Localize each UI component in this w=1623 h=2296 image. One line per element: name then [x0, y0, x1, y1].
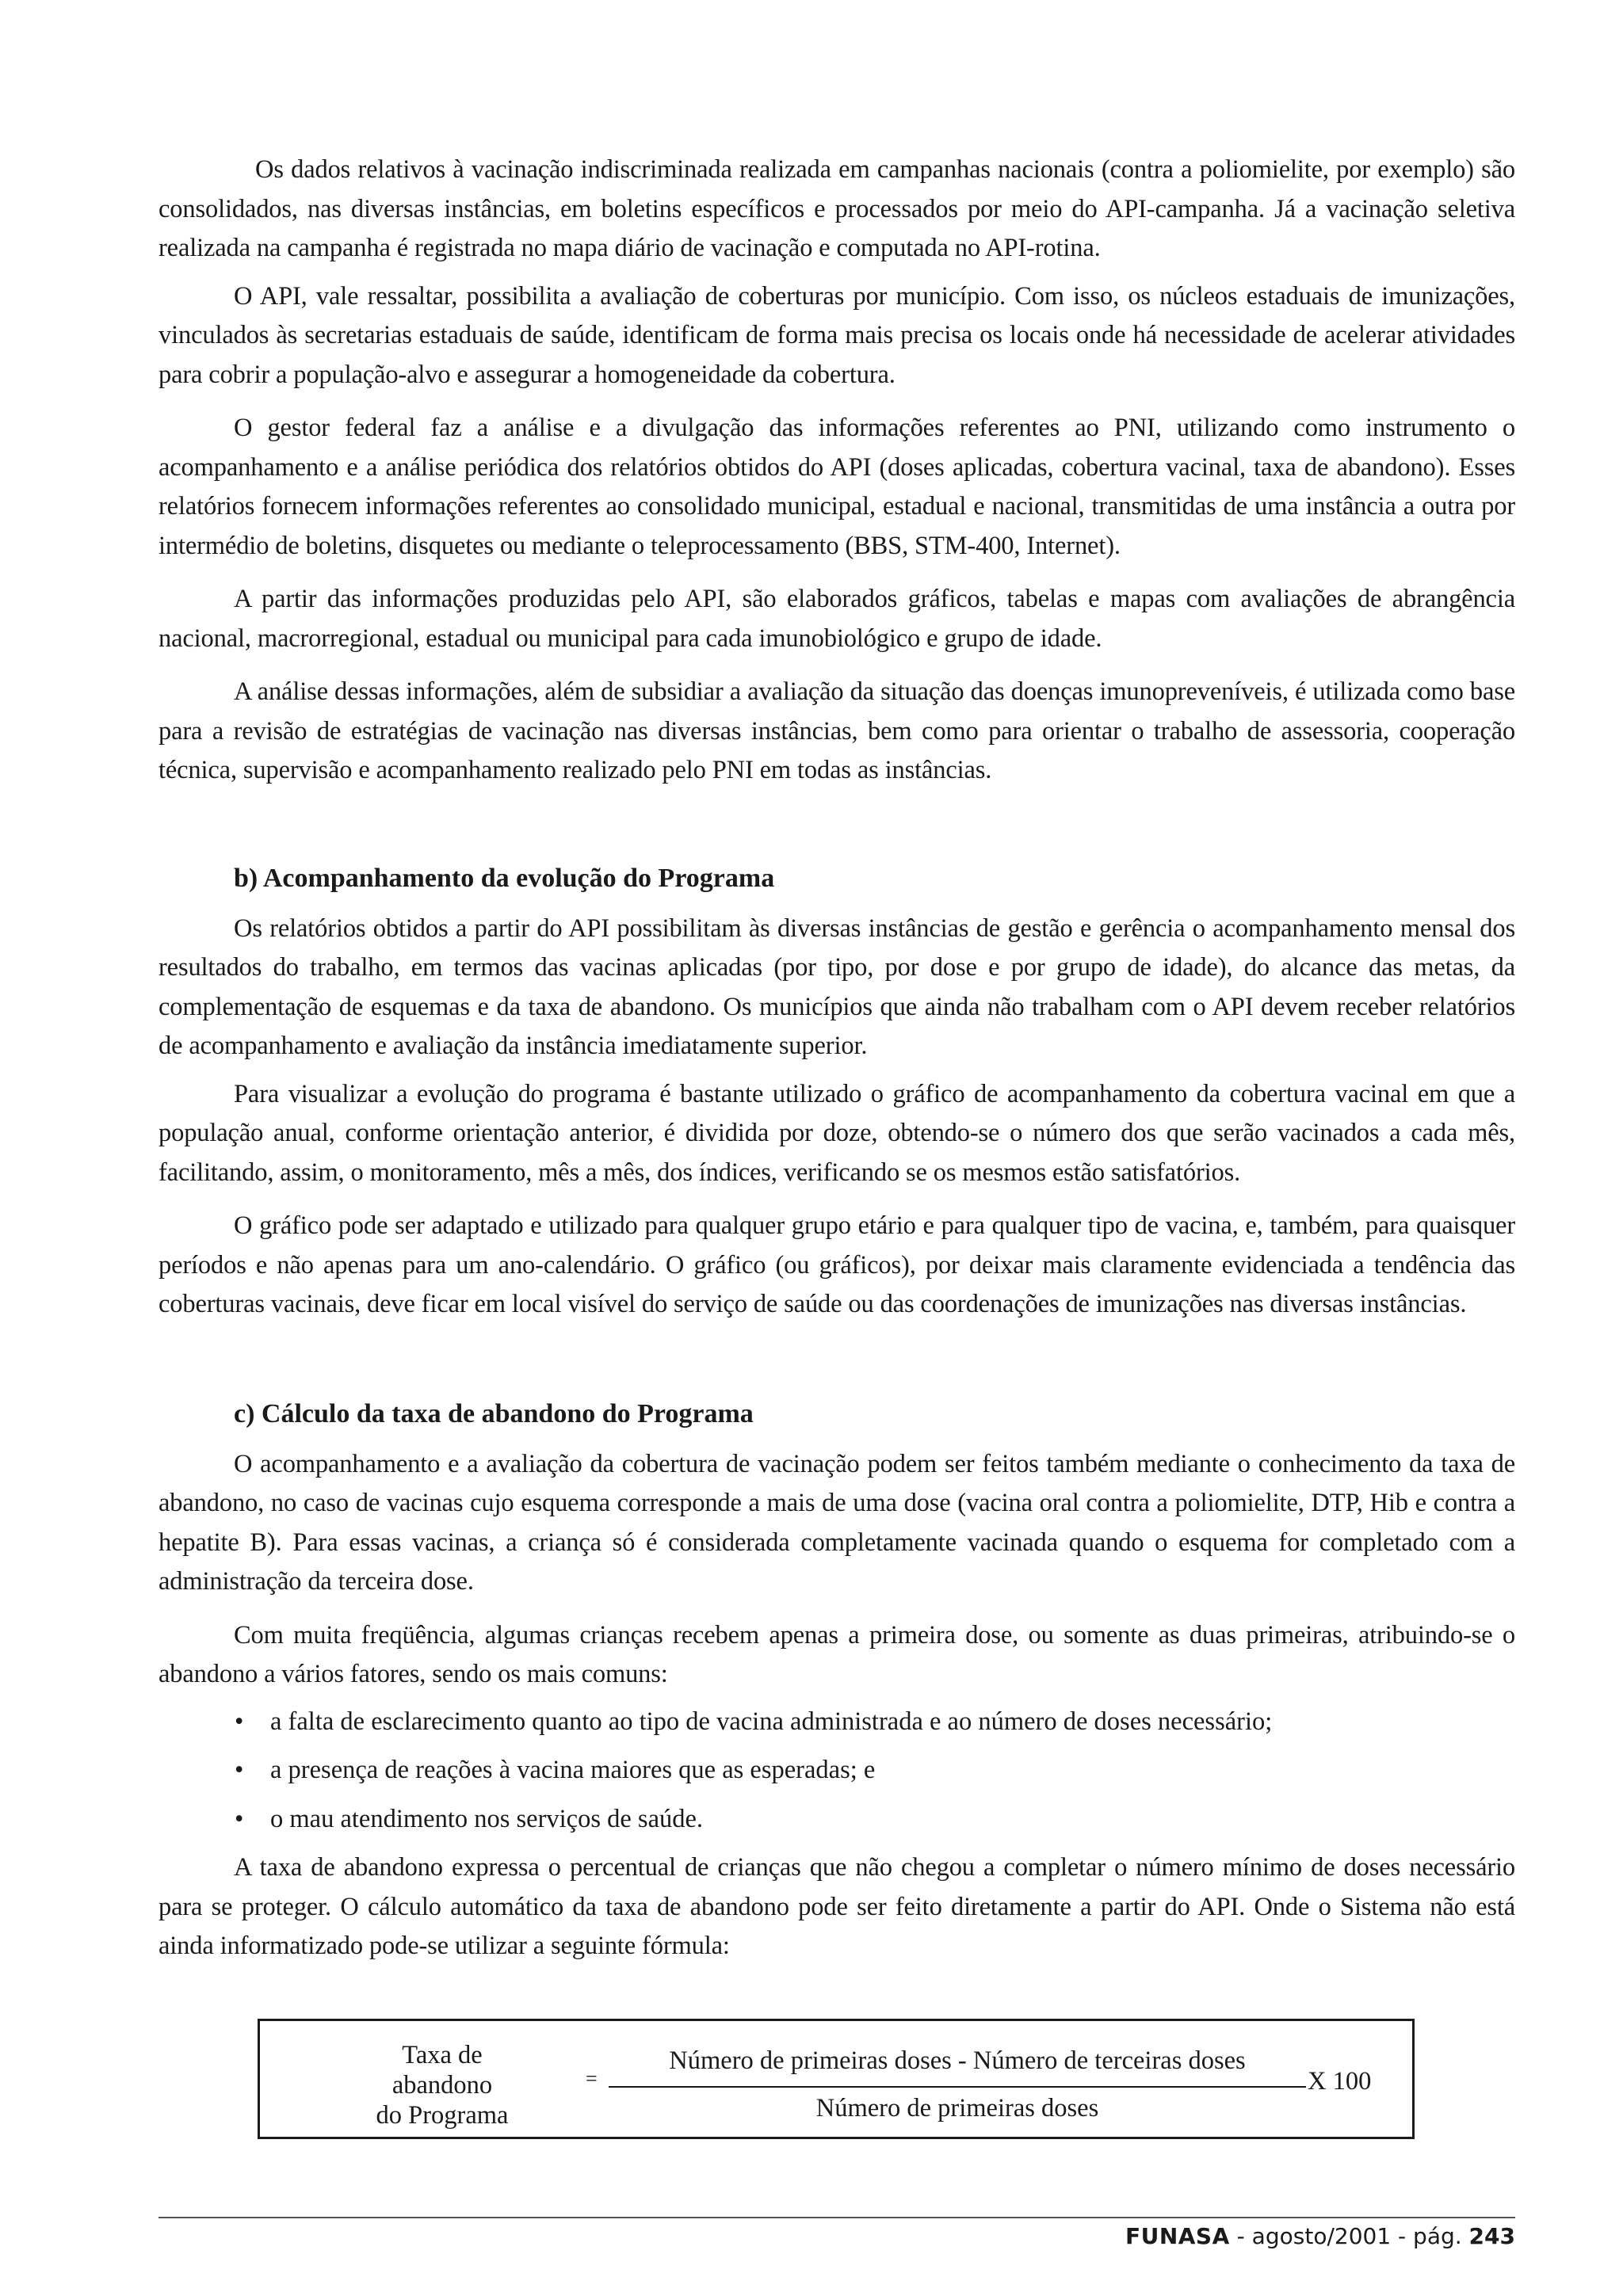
- formula-box: [258, 2019, 1415, 2139]
- page-number: 243: [1468, 2223, 1515, 2249]
- section-heading-b: b) Acompanhamento da evolução do Programa: [234, 863, 775, 893]
- bullet-icon: •: [235, 1707, 244, 1736]
- paragraph: Para visualizar a evolução do programa é bastante utilizado o gráfico de acompanhamento da cobertura vacinal em que a população anual, conforme orientação anterior, é dividida por doze, obtendo-se o número dos que serão vacinados a cada mês, facilitando, assim, o monitoramento, mês a mês, dos índices, verificando se os mesmos estão satisfatórios.: [158, 1079, 1515, 1187]
- formula-label-line: do Programa: [376, 2101, 509, 2130]
- list-item: [158, 1751, 1515, 1791]
- paragraph: Com muita freqüência, algumas crianças recebem apenas a primeira dose, ou somente as duas primeiras, atribuindo-se o abandono a vários fatores, sendo os mais comuns:: [158, 1620, 1515, 1688]
- section-heading-c: c) Cálculo da taxa de abandono do Programa: [234, 1398, 754, 1428]
- formula-denominator: Número de primeiras doses: [815, 2094, 1099, 2122]
- paragraph: A análise dessas informações, além de subsidiar a avaliação da situação das doenças imunopreveníveis, é utilizada como base para a revisão de estratégias de vacinação nas diversas instâncias, bem como para orientar o trabalho de assessoria, cooperação técnica, supervisão e acompanhamento realizado pelo PNI em todas as instâncias.: [158, 677, 1515, 784]
- paragraph: A taxa de abandono expressa o percentual de crianças que não chegou a completar o número mínimo de doses necessário para se proteger. O cálculo automático da taxa de abandono pode ser feito diretamente a partir do API. Onde o Sistema não está ainda informatizado pode-se utilizar a seguinte fórmula:: [158, 1853, 1515, 1960]
- formula-numerator: Número de primeiras doses - Número de terceiras doses: [669, 2046, 1246, 2075]
- formula-equals: =: [586, 2067, 598, 2090]
- formula-label-line: Taxa de abandono: [391, 2041, 493, 2100]
- list-item-text: o mau atendimento nos serviços de saúde.: [270, 1804, 704, 1833]
- list-item: [158, 1800, 1515, 1840]
- bullet-icon: •: [235, 1804, 244, 1833]
- paragraph: O gráfico pode ser adaptado e utilizado para qualquer grupo etário e para qualquer tipo de vacina, e, também, para quaisquer períodos e não apenas para um ano-calendário. O gráfico (ou gráficos), por deixar mais claramente evidenciada a tendência das coberturas vacinais, deve ficar em local visível do serviço de saúde ou das coordenações de imunizações nas diversas instâncias.: [158, 1211, 1515, 1318]
- footer-brand: FUNASA: [1125, 2223, 1230, 2249]
- paragraph: O gestor federal faz a análise e a divulgação das informações referentes ao PNI, utilizando como instrumento o acompanhamento e a análise periódica dos relatórios obtidos do API (doses aplicadas, cobertura vacinal, taxa de abandono). Esses relatórios fornecem informações referentes ao consolidado municipal, estadual e nacional, transmitidas de uma instância a outra por intermédio de boletins, disquetes ou mediante o teleprocessamento (BBS, STM-400, Internet).: [158, 414, 1515, 560]
- list-item: [158, 1703, 1515, 1742]
- page-body: [158, 151, 1515, 1966]
- paragraph: O acompanhamento e a avaliação da cobertura de vacinação podem ser feitos também mediante o conhecimento da taxa de abandono, no caso de vacinas cujo esquema corresponde a mais de uma dose (vacina oral contra a poliomielite, DTP, Hib e contra a hepatite B). Para essas vacinas, a criança só é considerada completamente vacinada quando o esquema for completado com a administração da terceira dose.: [158, 1449, 1515, 1596]
- formula-multiplier: X 100: [1308, 2067, 1372, 2096]
- page-footer: [1125, 2223, 1515, 2249]
- bullet-list: [158, 1703, 1515, 1840]
- fraction-bar: [609, 2086, 1306, 2088]
- list-item-text: a presença de reações à vacina maiores que as esperadas; e: [270, 1756, 876, 1784]
- bullet-icon: •: [235, 1756, 244, 1784]
- paragraph: Os dados relativos à vacinação indiscriminada realizada em campanhas nacionais (contra a poliomielite, por exemplo) são consolidados, nas diversas instâncias, em boletins específicos e processados por meio do API-campanha. Já a vacinação seletiva realizada na campanha é registrada no mapa diário de vacinação e computada no API-rotina.: [158, 155, 1515, 262]
- footer-text: - agosto/2001 - pág.: [1229, 2223, 1469, 2249]
- paragraph: Os relatórios obtidos a partir do API possibilitam às diversas instâncias de gestão e gerência o acompanhamento mensal dos resultados do trabalho, em termos das vacinas aplicadas (por tipo, por dose e por grupo de idade), do alcance das metas, da complementação de esquemas e da taxa de abandono. Os municípios que ainda não trabalham com o API devem receber relatórios de acompanhamento e avaliação da instância imediatamente superior.: [158, 913, 1515, 1060]
- list-item-text: a falta de esclarecimento quanto ao tipo de vacina administrada e ao número de doses necessário;: [270, 1707, 1273, 1736]
- formula-label: [351, 2040, 533, 2130]
- footer-divider: [158, 2217, 1515, 2218]
- paragraph: A partir das informações produzidas pelo API, são elaborados gráficos, tabelas e mapas com avaliações de abrangência nacional, macrorregional, estadual ou municipal para cada imunobiológico e grupo de idade.: [158, 585, 1515, 653]
- paragraph: O API, vale ressaltar, possibilita a avaliação de coberturas por município. Com isso, os núcleos estaduais de imunizações, vinculados às secretarias estaduais de saúde, identificam de forma mais precisa os locais onde há necessidade de acelerar atividades para cobrir a população-alvo e assegurar a homogeneidade da cobertura.: [158, 281, 1515, 389]
